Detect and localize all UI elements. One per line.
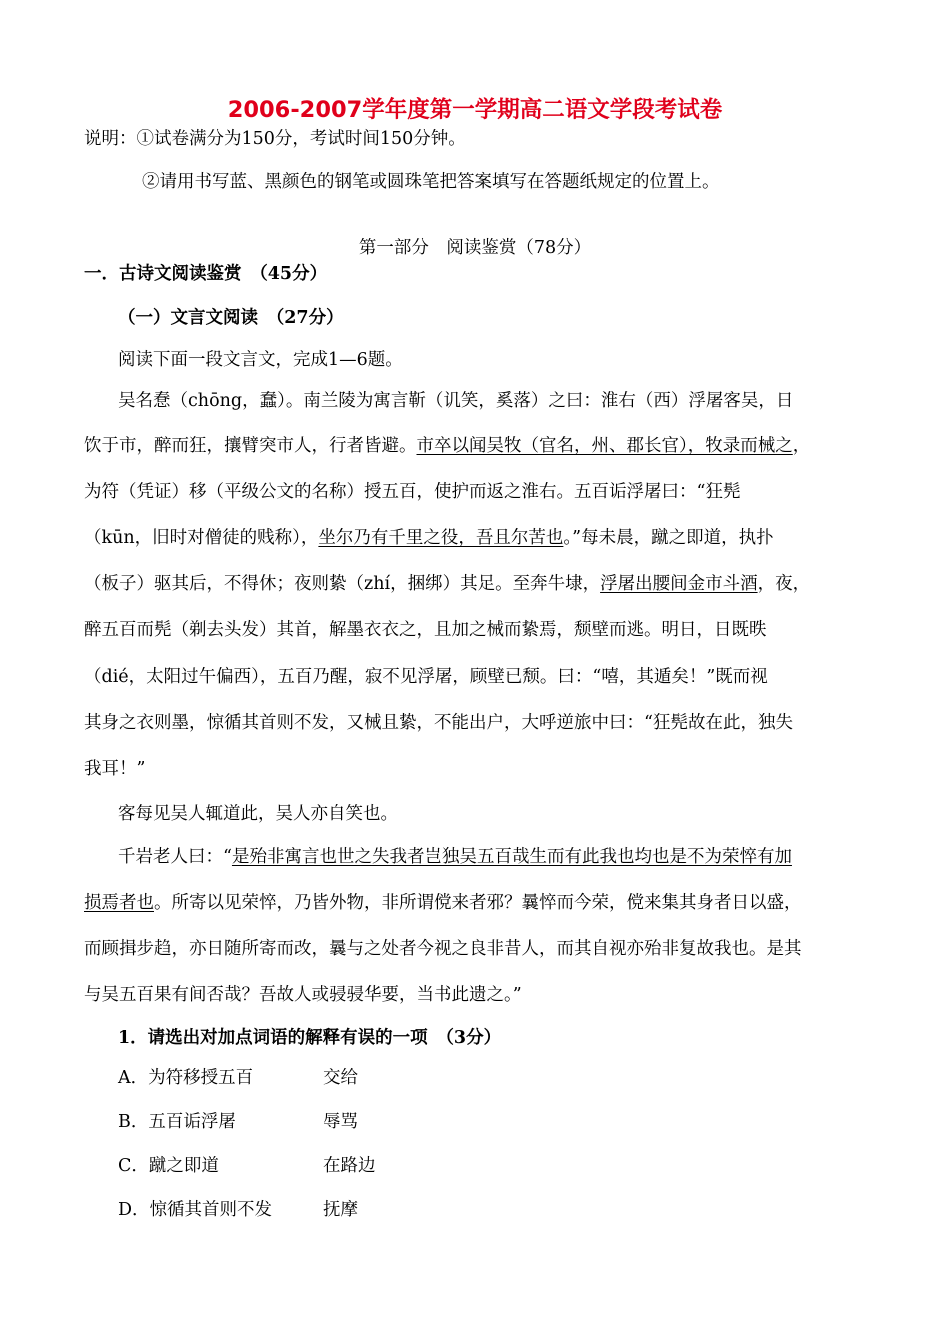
underlined-sentence: 损焉者也 <box>84 893 154 913</box>
underlined-sentence: 浮屠出腰间金市斗酒 <box>600 574 758 594</box>
passage-line: 我耳！” <box>84 759 146 779</box>
option-a: A．为符移授五百 <box>118 1068 254 1088</box>
passage-text: （kūn，旧时对僧徒的贱称）， <box>84 528 319 548</box>
subsection-heading: （一）文言文阅读 （27分） <box>118 308 344 328</box>
passage-text: 饮于市，醉而狂，攘臂突市人，行者皆避。 <box>84 436 417 456</box>
passage-line: 为符（凭证）移（平级公文的名称）授五百，使护而返之淮右。五百诟浮屠曰：“狂髡 <box>84 482 741 502</box>
passage-text: 。”每未晨，蹴之即道，执扑 <box>563 528 774 548</box>
passage-text: ， <box>792 436 811 456</box>
option-d-meaning: 抚摩 <box>323 1200 358 1220</box>
passage-line: 醉五百而髡（剃去头发）其首，解墨衣衣之，且加之械而絷焉，颓壁而逃。明日，日既昳 <box>84 620 767 640</box>
passage-line: （dié，太阳过午偏西），五百乃醒，寂不见浮屠，顾壁已颓。曰：“嘻，其遁矣！”既而视 <box>84 667 768 687</box>
part-heading: 第一部分 阅读鉴赏（78分） <box>358 238 592 258</box>
passage-line <box>84 891 874 915</box>
passage-line <box>84 526 874 550</box>
option-c-meaning: 在路边 <box>323 1156 376 1176</box>
passage-line: 与吴五百果有间否哉？吾故人或骎骎华要，当书此遗之。” <box>84 985 522 1005</box>
passage-text: （板子）驱其后，不得休；夜则絷（zhí，捆绑）其足。至奔牛埭， <box>84 574 601 594</box>
exam-title: 2006-2007学年度第一学期高二语文学段考试卷 <box>227 97 723 123</box>
option-d: D．惊循其首则不发 <box>118 1200 273 1220</box>
note-line-2: ②请用书写蓝、黑颜色的钢笔或圆珠笔把答案填写在答题纸规定的位置上。 <box>142 172 720 192</box>
passage-line: 客每见吴人辄道此，吴人亦自笑也。 <box>118 804 398 824</box>
option-a-meaning: 交给 <box>323 1068 358 1088</box>
passage-text: 。所寄以见荣悴，乃皆外物，非所谓傥来者邪？曩悴而今荣，傥来集其身者日以盛， <box>154 893 802 913</box>
option-c: C．蹴之即道 <box>118 1156 219 1176</box>
underlined-sentence: 是殆非寓言也世之失我者岂独吴五百哉生而有此我也均也是不为荣悴有加 <box>231 847 792 867</box>
passage-line <box>118 845 908 869</box>
underlined-sentence: 市卒以闻吴牧（官名，州、郡长官），牧录而械之 <box>416 436 793 456</box>
passage-line: 其身之衣则墨，惊循其首则不发，又械且絷，不能出户，大呼逆旅中曰：“狂髡故在此，独失 <box>84 713 793 733</box>
passage-line <box>84 434 874 458</box>
note-line-1: 说明：①试卷满分为150分，考试时间150分钟。 <box>84 129 466 149</box>
passage-line: 吴名惷（chōng，蠢）。南兰陵为寓言靳（讥笑，奚落）之曰：淮右（西）浮屠客吴，日 <box>118 391 794 411</box>
option-b-meaning: 辱骂 <box>323 1112 358 1132</box>
instruction-text: 阅读下面一段文言文，完成1—6题。 <box>118 350 403 370</box>
passage-line: 而顾揖步趋，亦日随所寄而改，曩与之处者今视之良非昔人，而其自视亦殆非复故我也。是其 <box>84 939 802 959</box>
passage-text: 千岩老人曰：“ <box>118 847 232 867</box>
underlined-sentence: 坐尔乃有千里之役，吾且尔苦也 <box>318 528 564 548</box>
question-stem: 1．请选出对加点词语的解释有误的一项 （3分） <box>118 1028 502 1048</box>
passage-line <box>84 572 874 596</box>
section-heading: 一．古诗文阅读鉴赏 （45分） <box>84 264 328 284</box>
option-b: B．五百诟浮屠 <box>118 1112 236 1132</box>
passage-text: ，夜， <box>757 574 811 594</box>
